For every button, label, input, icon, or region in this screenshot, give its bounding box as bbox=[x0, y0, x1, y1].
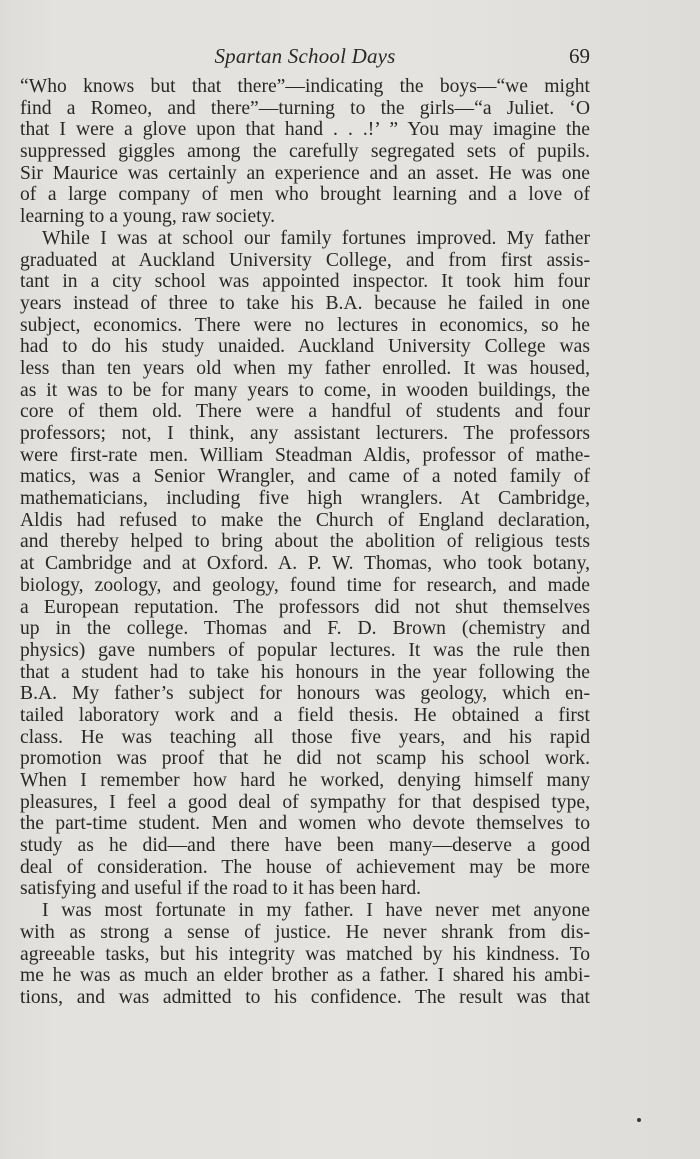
text-line: agreeable tasks, but his integrity was matched by his kindness. To bbox=[20, 943, 590, 965]
text-line: Aldis had refused to make the Church of England declaration, bbox=[20, 509, 590, 531]
text-line: tions, and was admitted to his confidence. The result was that bbox=[20, 986, 590, 1008]
text-line: “Who knows but that there”—indicating the boys—“we might bbox=[20, 76, 590, 97]
text-line: When I remember how hard he worked, denying himself many bbox=[20, 770, 590, 791]
text-line: that I were a glove upon that hand . . .!’ ” You may imagine the bbox=[20, 119, 590, 141]
text-line: up in the college. Thomas and F. D. Brown (chemistry and bbox=[20, 618, 590, 640]
text-line: matics, was a Senior Wrangler, and came of a noted family of bbox=[20, 466, 590, 488]
page-number: 69 bbox=[569, 44, 590, 68]
text-line: promotion was proof that he did not scamp his school work. bbox=[20, 748, 590, 770]
text-line: professors; not, I think, any assistant lecturers. The professors bbox=[20, 423, 590, 444]
running-head: Spartan School Days bbox=[214, 44, 396, 68]
text-line: deal of consideration. The house of achievement may be more bbox=[20, 856, 590, 878]
text-line: core of them old. There were a handful of students and four bbox=[20, 401, 590, 423]
text-line: find a Romeo, and there”—turning to the girls—“a Juliet. ‘O bbox=[20, 97, 590, 119]
text-line: B.A. My father’s subject for honours was geology, which en- bbox=[20, 683, 590, 705]
text-line: physics) gave numbers of popular lectures. It was the rule then bbox=[20, 639, 590, 661]
text-line: subject, economics. There were no lectures in economics, so he bbox=[20, 314, 590, 336]
text-line: were first-rate men. William Steadman Aldis, professor of mathe- bbox=[20, 444, 590, 466]
paper-speck bbox=[637, 1118, 641, 1122]
text-line: a European reputation. The professors did not shut themselves bbox=[20, 596, 590, 618]
text-line: that a student had to take his honours in the year following the bbox=[20, 661, 590, 683]
text-line: at Cambridge and at Oxford. A. P. W. Thomas, who took botany, bbox=[20, 553, 590, 575]
text-line: the part-time student. Men and women who devote themselves to bbox=[20, 813, 590, 835]
text-line: graduated at Auckland University College, and from first assis- bbox=[20, 249, 590, 271]
text-line: biology, zoology, and geology, found time for research, and made bbox=[20, 574, 590, 596]
text-line: tailed laboratory work and a field thesis. He obtained a first bbox=[20, 704, 590, 726]
body-text bbox=[20, 76, 590, 1009]
text-line: and thereby helped to bring about the abolition of religious tests bbox=[20, 531, 590, 553]
text-line: had to do his study unaided. Auckland University College was bbox=[20, 336, 590, 358]
page-header bbox=[20, 44, 590, 74]
text-line: class. He was teaching all those five years, and his rapid bbox=[20, 726, 590, 748]
text-line: Sir Maurice was certainly an experience and an asset. He was one bbox=[20, 162, 590, 184]
text-line: less than ten years old when my father enrolled. It was housed, bbox=[20, 357, 590, 379]
text-line: learning to a young, raw society. bbox=[20, 206, 276, 228]
text-line: pleasures, I feel a good deal of sympathy for that despised type, bbox=[20, 791, 590, 813]
text-line: years instead of three to take his B.A. because he failed in one bbox=[20, 292, 590, 314]
text-line: study as he did—and there have been many—deserve a good bbox=[20, 835, 590, 857]
paragraph-start-line: While I was at school our family fortunes improved. My father bbox=[42, 227, 590, 249]
text-line: of a large company of men who brought learning and a love of bbox=[20, 184, 590, 206]
text-line: with as strong a sense of justice. He never shrank from dis- bbox=[20, 921, 590, 943]
text-line: as it was to be for many years to come, in wooden buildings, the bbox=[20, 379, 590, 401]
text-line: mathematicians, including five high wranglers. At Cambridge, bbox=[20, 488, 590, 510]
text-line: satisfying and useful if the road to it has been hard. bbox=[20, 878, 422, 900]
paragraph-start-line: I was most fortunate in my father. I have never met anyone bbox=[42, 900, 590, 922]
text-line: me he was as much an elder brother as a father. I shared his ambi- bbox=[20, 965, 590, 987]
text-line: suppressed giggles among the carefully segregated sets of pupils. bbox=[20, 141, 590, 163]
text-line: tant in a city school was appointed inspector. It took him four bbox=[20, 271, 590, 293]
